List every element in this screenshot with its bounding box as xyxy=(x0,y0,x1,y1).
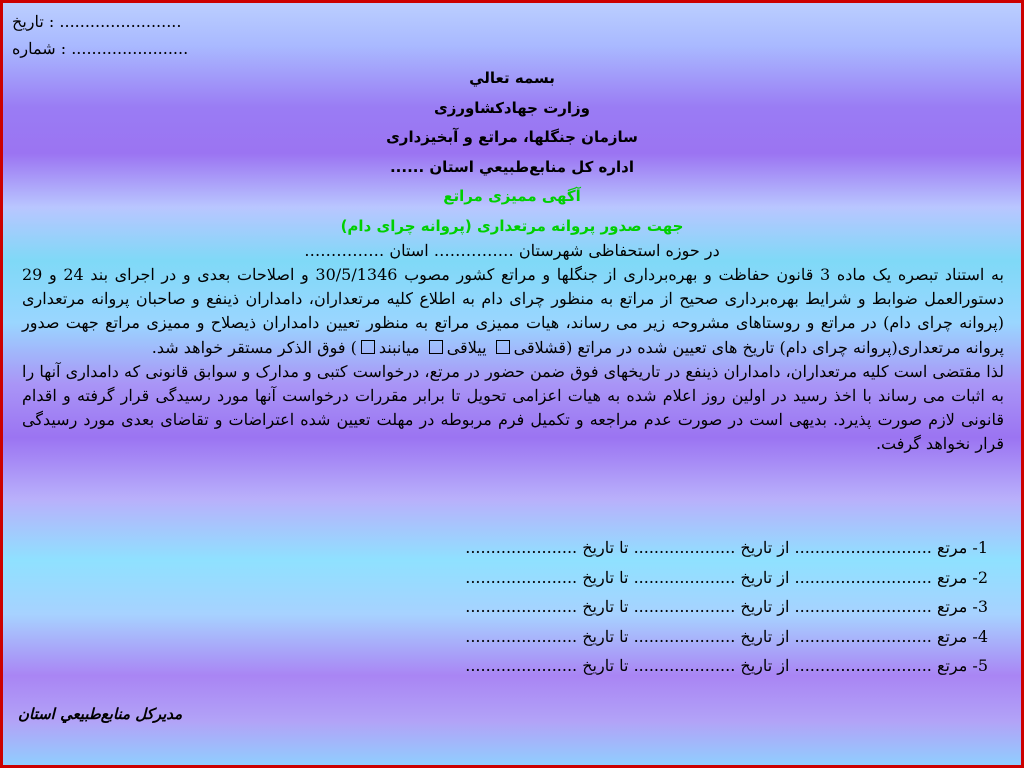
number-line: شماره : ....................... xyxy=(12,39,189,58)
checkbox-winter[interactable] xyxy=(496,340,510,354)
option-winter: قشلاقی xyxy=(513,337,567,357)
checkbox-summer[interactable] xyxy=(429,340,443,354)
jurisdiction-line: در حوزه استحفاظی شهرستان …………… استان …………… xyxy=(304,241,720,260)
schedule-row: 5- مرتع ........................... از تاريخ .................... تا تاريخ ...................... xyxy=(465,656,988,675)
schedule-row: 1- مرتع ........................... از تاريخ .................... تا تاريخ ...................... xyxy=(465,538,988,557)
paragraph-1-ending: ) فوق الذكر مستقر خواهد شد. xyxy=(151,337,357,357)
announcement-body xyxy=(22,263,1004,457)
header-organization: سازمان جنگلها، مراتع و آبخيزداری xyxy=(386,128,638,146)
schedule-row: 2- مرتع ........................... از تاريخ .................... تا تاريخ ...................... xyxy=(465,567,988,587)
schedule-row: 3- مرتع ........................... از تاريخ .................... تا تاريخ ...................... xyxy=(465,597,988,616)
date-line: تاريخ : ........................ xyxy=(12,12,182,31)
paragraph-1-text: به استناد تبصره يک ماده 3 قانون حفاظت و بهره‌برداری از جنگلها و مراتع كشور مصوب 30/5/1346 و اصلاحات بعدی و در اجرای بند 24 و 29 دستورالعمل ضوابط و شرايط بهره‌برداری صحيح از مراتع به منظور چرای دام به اطلاع كليه مرتعداران، دامداران ذينفع و صاحبان پروانه مرتعداری (پروانه چرای دام) در مراتع و روستاهای مشروحه زير می رساند، هيات مميزی مراتع به منظور تعيين دامداران ذيصلاح و مميزی مراتع جهت صدور پروانه مرتعداری(پروانه چرای دام) تاريخ های تعيين شده در مراتع ( xyxy=(22,265,1005,357)
schedule-row: 4- مرتع ........................... از تاريخ .................... تا تاريخ ...................... xyxy=(465,626,988,646)
signature-line: مديركل منابع‌طبيعي استان xyxy=(18,705,183,723)
header-ministry: وزارت جهادكشاورزی xyxy=(433,98,591,117)
announcement-title: آگهی مميزی مراتع xyxy=(443,187,581,205)
document-meta xyxy=(12,8,188,62)
option-summer: ييلاقی xyxy=(446,337,487,357)
checkbox-intermediate[interactable] xyxy=(361,340,375,354)
body-paragraph-1 xyxy=(22,263,1004,360)
body-paragraph-2: لذا مقتضی است كليه مرتعداران، دامداران ذينفع در تاريخهای فوق ضمن حضور در مرتع، درخواست كتبی و مدارک و سوابق قانونی كه دامداری آنها را به اثبات می رساند با اخذ رسيد در اولين روز اعلام شده به هيات اعزامی تحويل تا برابر مقررات درخواست آنها مورد رسيدگی قرار گرفته و اقدام قانونی لازم صورت پذيرد. بديهی است در صورت عدم مراجعه و تكميل فرم مربوطه در مهلت تعيين شده اعتراضات و تقاضای بعدی مورد رسيدگی قرار نخواهد گرفت. xyxy=(22,361,1004,454)
header-invocation: بسمه تعالي xyxy=(469,69,555,87)
announcement-subtitle: جهت صدور پروانه مرتعداری (پروانه چرای دام) xyxy=(340,216,684,235)
header-department: اداره كل منابع‌طبيعي استان ...... xyxy=(389,157,635,176)
letter-header xyxy=(0,64,1024,241)
rangeland-schedule-list xyxy=(465,533,988,681)
option-intermediate: ميانبند xyxy=(378,337,420,357)
